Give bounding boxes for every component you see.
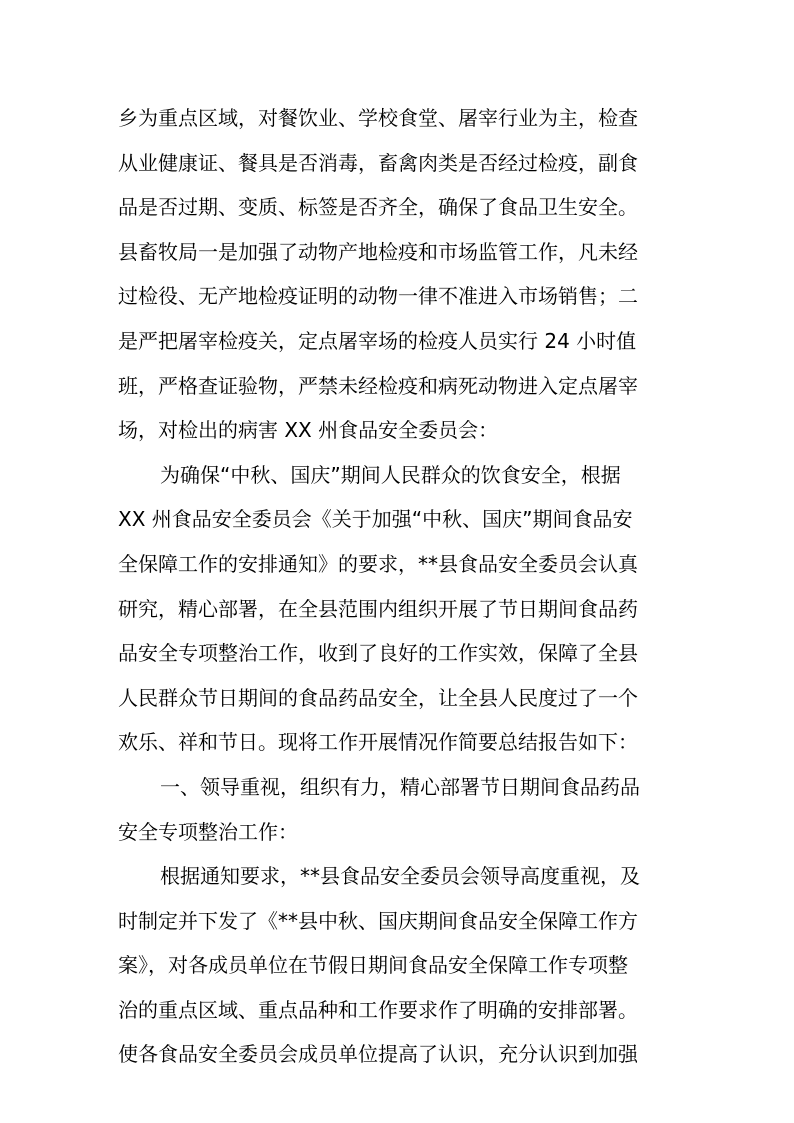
- text-line: 品是否过期、变质、标签是否齐全，确保了食品卫生安全。: [118, 195, 638, 220]
- text-line: 乡为重点区域，对餐饮业、学校食堂、屠宰行业为主，检查: [118, 106, 638, 130]
- section-heading-line: 安全专项整治工作：: [118, 819, 298, 844]
- text-line: XX 州食品安全委员会《关于加强“中秋、国庆”期间食品安: [118, 507, 633, 532]
- text-line: 品安全专项整治工作，收到了良好的工作实效，保障了全县: [118, 641, 638, 666]
- text-line: 县畜牧局一是加强了动物产地检疫和市场监管工作，凡未经: [118, 239, 638, 264]
- text-line: 治的重点区域、重点品种和工作要求作了明确的安排部署。: [118, 997, 638, 1022]
- text-line: 从业健康证、餐具是否消毒，畜禽肉类是否经过检疫，副食: [118, 150, 638, 175]
- text-line: 欢乐、祥和节日。现将工作开展情况作简要总结报告如下：: [118, 730, 638, 755]
- paragraph-start-line: 为确保“中秋、国庆”期间人民群众的饮食安全，根据: [160, 462, 621, 487]
- paragraph-start-line: 根据通知要求，**县食品安全委员会领导高度重视，及: [160, 864, 640, 889]
- text-line: 时制定并下发了《**县中秋、国庆期间食品安全保障工作方: [118, 908, 638, 933]
- body-text: [118, 96, 708, 1077]
- text-line: 场，对检出的病害 XX 州食品安全委员会：: [118, 418, 499, 443]
- text-line: 案》，对各成员单位在节假日期间食品安全保障工作专项整: [118, 953, 628, 978]
- text-line: 全保障工作的安排通知》的要求，**县食品安全委员会认真: [118, 551, 638, 576]
- text-line: 班，严格查证验物，严禁未经检疫和病死动物进入定点屠宰: [118, 373, 638, 398]
- section-heading-line: 一、领导重视，组织有力，精心部署节日期间食品药品: [160, 774, 640, 799]
- text-line: 研究，精心部署，在全县范围内组织开展了节日期间食品药: [118, 596, 638, 621]
- text-line: 过检役、无产地检疫证明的动物一律不准进入市场销售；二: [118, 284, 638, 309]
- text-line: 使各食品安全委员会成员单位提高了认识，充分认识到加强: [118, 1042, 638, 1067]
- text-line: 人民群众节日期间的食品药品安全，让全县人民度过了一个: [118, 685, 638, 710]
- text-line: 是严把屠宰检疫关，定点屠宰场的检疫人员实行 24 小时值: [118, 328, 637, 353]
